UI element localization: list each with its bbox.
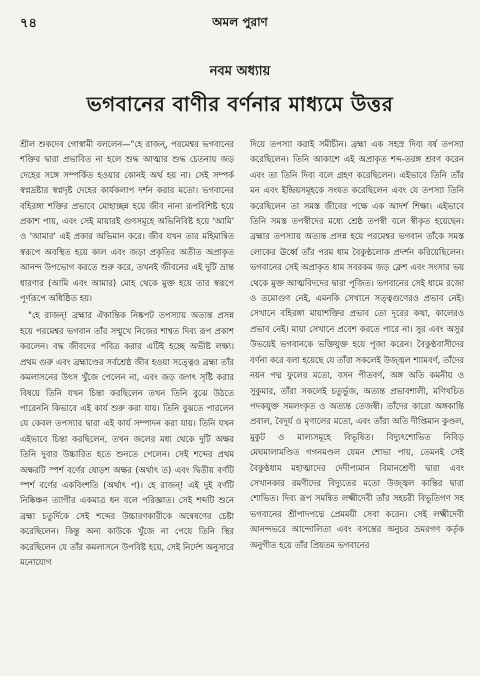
- running-title: অমল পুরাণ: [212, 15, 268, 29]
- chapter-label: নবম অধ্যায়: [209, 64, 271, 79]
- paragraph: "হে রাজন্‌! ব্রহ্মার ঐকান্তিক নিষ্কপট তপস্যায় অত্যন্ত প্রসন্ন হয়ে পরমেশ্বর ভগবান তাঁর সম্মুখে নিজের শাশ্বত দিব্য রূপ প্রকাশ করলেন। বদ্ধ জীবদের পবিত্র করার এটিই হচ্ছে অভীষ্ট লক্ষ্য। প্রথম গুরু এবং ব্রহ্মাণ্ডের সর্বশ্রেষ্ঠ জীব হওয়া সত্ত্বেও ব্রহ্মা তাঁর কমলাসনের উৎস খুঁজে পেলেন না, এবং জড় জগৎ সৃষ্টি করার বিষয়ে তিনি যখন চিন্তা করছিলেন তখন তিনি বুঝে উঠতে পারেননি কিভাবে এই কার্য শুরু করা যায়। তিনি বুঝতে পারলেন যে কেবল তপস্যার দ্বারা এই কার্য সম্পাদন করা যায়। তিনি যখন এইভাবে চিন্তা করছিলেন, তখন জলের মধ্য থেকে দুটি অক্ষর তিনি দুবার উচ্চারিত হতে শুনতে পেলেন। সেই শব্দের প্রথম অক্ষরটি স্পর্শ বর্ণের ষোড়শ অক্ষর (অর্থাৎ ত) এবং দ্বিতীয় বর্ণটি স্পর্শ বর্ণের একবিংশতি (অর্থাৎ প)। হে রাজন্‌! এই দুই বর্ণটি নিষ্কিঞ্চন ত্যাগীর একমাত্র ধন বলে পরিজ্ঞাত। সেই শব্দটি শুনে ব্রহ্মা চতুর্দিকে সেই শব্দের উচ্চারণকারীকে অন্বেষণের চেষ্টা করেছিলেন। কিন্তু অন্য কাউকে খুঁজে না পেয়ে তিনি স্থির করেছিলেন যে তাঁর কমলাসনে উপবিষ্ট হয়ে, সেই নির্দেশ অনুসারে মনোযোগ: [20, 310, 234, 567]
- body-text: [20, 137, 464, 665]
- left-column: [20, 137, 234, 665]
- right-column: [250, 137, 464, 665]
- paragraph: দিয়ে তপস্যা করাই সমীচীন। ব্রহ্মা এক সহস্র দিব্য বর্ষ তপস্যা করেছিলেন। তিনি আকাশে এই অপ্রাকৃত শব্দ-তরঙ্গ শ্রবণ করেন এবং তা তিনি দিব্য বলে গ্রহণ করেছিলেন। এইভাবে তিনি তাঁর মন এবং ইন্দ্রিয়সমূহকে সংযত করেছিলেন এবং যে তপস্যা তিনি করেছিলেন তা সমস্ত জীবের পক্ষে এক আদর্শ শিক্ষা। এইভাবে তিনি সমস্ত তপস্বীদের মধ্যে শ্রেষ্ঠ তপস্বী বলে স্বীকৃত হয়েছেন। ব্রহ্মার তপস্যায় অত্যন্ত প্রসন্ন হয়ে পরমেশ্বর ভগবান তাঁকে সমস্ত লোকের ঊর্ধ্বে তাঁর পরম ধাম বৈকুণ্ঠলোক প্রদর্শন করিয়েছিলেন। ভগবানের সেই অপ্রাকৃত ধাম সবরকম জড় ক্লেশ এবং সংসার ভয় থেকে মুক্ত আত্মবিদদের দ্বারা পূজিত। ভগবানের সেই ধামে রজো ও তমোগুণ নেই, এমনকি সেখানে সত্ত্বগুণেরও প্রভাব নেই। সেখানে বহিরঙ্গা মায়াশক্তির প্রভাব তো দূরের কথা, কালেরও প্রভাব নেই। মায়া সেখানে প্রবেশ করতে পারে না। সুর এবং অসুর উভয়েই ভগবানকে ভক্তিযুক্ত হয়ে পূজা করেন। বৈকুণ্ঠবাসীদের বর্ণনা করে বলা হয়েছে যে তাঁরা সকলেই উজ্জ্বল শ্যামবর্ণ, তাঁদের নয়ন পদ্ম ফুলের মতো, বসন পীতবর্ণ, অঙ্গ অতি কমনীয় ও সুকুমার, তাঁরা সকলেই চতুর্ভুজ, অত্যন্ত প্রভাবশালী, মণিখচিত পদকযুক্ত সমলংকৃত ও অত্যন্ত তেজস্বী। তাঁদের কারো অঙ্গকান্তি প্রবাল, বৈদূর্য ও মৃণালের মতো, এবং তাঁরা অতি দীপ্তিমান কুণ্ডল, মুকুট ও মাল্যসমূহে বিভূষিত। বিদ্যুৎশোভিত নিবিড় মেঘমালামণ্ডিত গগনমণ্ডল যেমন শোভা পায়, তেমনই সেই বৈকুণ্ঠধাম মহাত্মাদের দেদীপ্যমান বিমানশ্রেণী দ্বারা এবং সেখানকার রমণীদের বিদ্যুতের মতো উজ্জ্বল কান্তির দ্বারা শোভিত। দিব্য রূপ সমন্বিত লক্ষ্মীদেবী তাঁর সহচরী বিভূতিগণ সহ ভগবানের শ্রীপাদপদ্মে প্রেমময়ী সেবা করেন। সেই লক্ষ্মীদেবী আনন্দভরে আন্দোলিতা এবং বসন্তের অনুচর ভ্রমরগণ কর্তৃক অনুগীত হয়ে তাঁর প্রিয়তম ভগবানের: [250, 139, 464, 550]
- chapter-title: ভগবানের বাণীর বর্ণনার মাধ্যমে উত্তর: [86, 92, 394, 116]
- paragraph: শ্রীল শুকদেব গোস্বামী বললেন—"হে রাজন্‌, পরমেশ্বর ভগবানের শক্তির দ্বারা প্রভাবিত না হলে শুদ্ধ আত্মার শুদ্ধ চেতনায় জড় দেহের সঙ্গে সম্পর্কিত হওয়ার কোনই অর্থ হয় না। সেই সম্পর্ক স্বপ্নদ্রষ্টার স্বপ্নদৃষ্ট দেহের কার্যকলাপ দর্শন করার মতো। ভগবানের বহিরঙ্গা শক্তির প্রভাবে মোহাচ্ছন্ন হয়ে জীব নানা রূপবিশিষ্ট হয়ে প্রকাশ পায়, এবং সেই মায়ারই গুণসমূহে অভিনিবিষ্ট হয়ে 'আমি' ও 'আমার' এই প্রকার অভিমান করে। জীব যখন তার মহিমান্বিত স্বরূপে অবস্থিত হয়ে কাল এবং জড়া প্রকৃতির অতীত অপ্রাকৃত আনন্দ উপভোগ করতে শুরু করে, তখনই জীবনের এই দুটি ভ্রান্ত ধারণার (আমি এবং আমার) মোহ থেকে মুক্ত হয়ে তার স্বরূপে পূর্ণরূপে অধিষ্ঠিত হয়।: [20, 139, 234, 304]
- page-number: ৭৪: [20, 16, 37, 31]
